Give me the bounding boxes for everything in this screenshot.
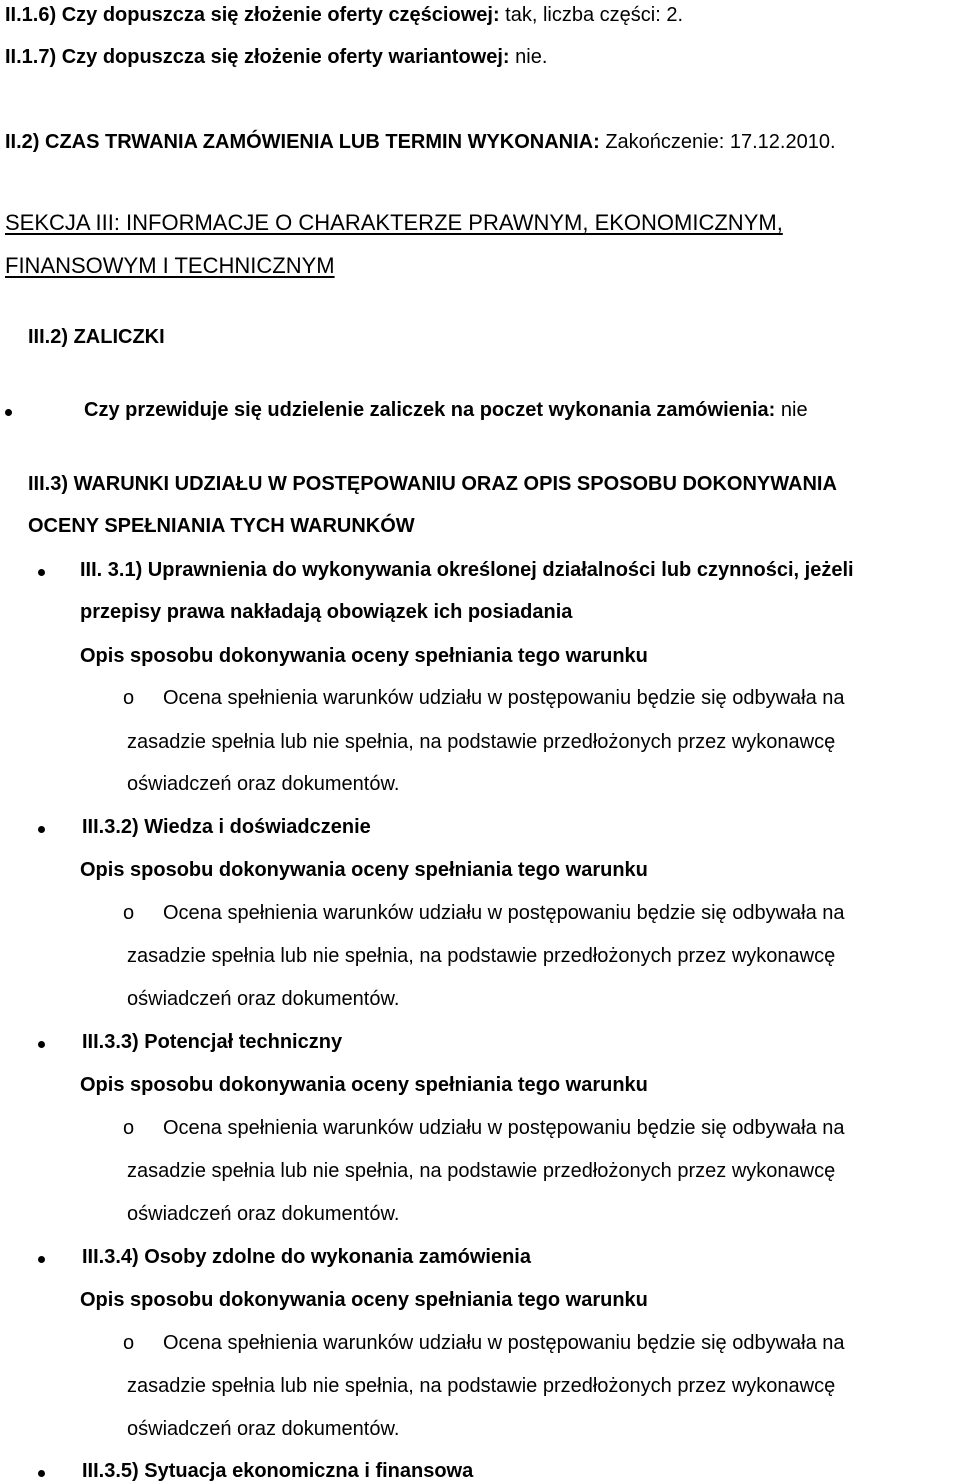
iii-3-3-text-line3: oświadczeń oraz dokumentów. [127,1203,400,1225]
iii-3-heading-line2: OCENY SPEŁNIANIA TYCH WARUNKÓW [28,515,415,537]
ii-1-7-label: II.1.7) Czy dopuszcza się złożenie oferty wariantowej: [5,46,510,68]
iii-3-2-text-line1: Ocena spełnienia warunków udziału w postępowaniu będzie się odbywała na [163,902,845,924]
sub-bullet-marker: o [123,1332,135,1354]
iii-2-answer: nie [780,399,808,421]
ii-2-label: II.2) CZAS TRWANIA ZAMÓWIENIA LUB TERMIN WYKONANIA: [5,131,600,153]
iii-3-1-heading-line1: III. 3.1) Uprawnienia do wykonywania określonej działalności lub czynności, jeżeli [80,559,854,581]
iii-3-1-text-line2: zasadzie spełnia lub nie spełnia, na podstawie przedłożonych przez wykonawcę [127,731,836,753]
iii-3-1-text-line1: Ocena spełnienia warunków udziału w postępowaniu będzie się odbywała na [163,687,845,709]
iii-3-4-method-label: Opis sposobu dokonywania oceny spełniania tego warunku [80,1289,648,1311]
iii-3-3-heading: III.3.3) Potencjał techniczny [82,1031,343,1053]
iii-3-2-method-label: Opis sposobu dokonywania oceny spełniania tego warunku [80,859,648,881]
iii-3-3-method-label: Opis sposobu dokonywania oceny spełniania tego warunku [80,1074,648,1096]
iii-3-heading-line1: III.3) WARUNKI UDZIAŁU W POSTĘPOWANIU ORAZ OPIS SPOSOBU DOKONYWANIA [28,473,837,495]
iii-3-2-heading: III.3.2) Wiedza i doświadczenie [82,816,371,838]
bullet-dot [38,1470,45,1477]
iii-3-4-text-line3: oświadczeń oraz dokumentów. [127,1418,400,1440]
sub-bullet-marker: o [123,902,135,924]
section-3-title-line1: SEKCJA III: INFORMACJE O CHARAKTERZE PRAWNYM, EKONOMICZNYM, [5,210,783,235]
iii-3-1-text-line3: oświadczeń oraz dokumentów. [127,773,400,795]
bullet-dot [38,1256,45,1263]
iii-2-question: Czy przewiduje się udzielenie zaliczek na poczet wykonania zamówienia: [84,399,776,421]
bullet-dot [38,1041,45,1048]
ii-1-7-value: nie. [515,46,548,68]
ii-1-6-line [5,3,683,27]
iii-3-2-text-line3: oświadczeń oraz dokumentów. [127,988,400,1010]
iii-3-4-text-line1: Ocena spełnienia warunków udziału w postępowaniu będzie się odbywała na [163,1332,845,1354]
section-3-title-line2: FINANSOWYM I TECHNICZNYM [5,253,335,278]
iii-3-5-heading: III.3.5) Sytuacja ekonomiczna i finansowa [82,1460,474,1482]
iii-3-1-heading-line2: przepisy prawa nakładają obowiązek ich posiadania [80,601,573,623]
ii-1-6-label: II.1.6) Czy dopuszcza się złożenie oferty częściowej: [5,4,500,26]
ii-2-line [5,130,836,154]
iii-3-3-text-line2: zasadzie spełnia lub nie spełnia, na podstawie przedłożonych przez wykonawcę [127,1160,836,1182]
iii-3-1-method-label: Opis sposobu dokonywania oceny spełniania tego warunku [80,645,648,667]
iii-3-2-text-line2: zasadzie spełnia lub nie spełnia, na podstawie przedłożonych przez wykonawcę [127,945,836,967]
bullet-dot [38,826,45,833]
sub-bullet-marker: o [123,1117,135,1139]
bullet-dot [5,409,12,416]
ii-1-7-line [5,45,547,69]
bullet-dot [38,569,45,576]
ii-2-value: Zakończenie: 17.12.2010. [605,131,836,153]
iii-3-4-text-line2: zasadzie spełnia lub nie spełnia, na podstawie przedłożonych przez wykonawcę [127,1375,836,1397]
ii-1-6-value: tak, liczba części: 2. [505,4,684,26]
iii-3-3-text-line1: Ocena spełnienia warunków udziału w postępowaniu będzie się odbywała na [163,1117,845,1139]
iii-2-question-line [84,398,808,422]
iii-3-4-heading: III.3.4) Osoby zdolne do wykonania zamówienia [82,1246,531,1268]
sub-bullet-marker: o [123,687,135,709]
iii-2-heading: III.2) ZALICZKI [28,326,165,348]
